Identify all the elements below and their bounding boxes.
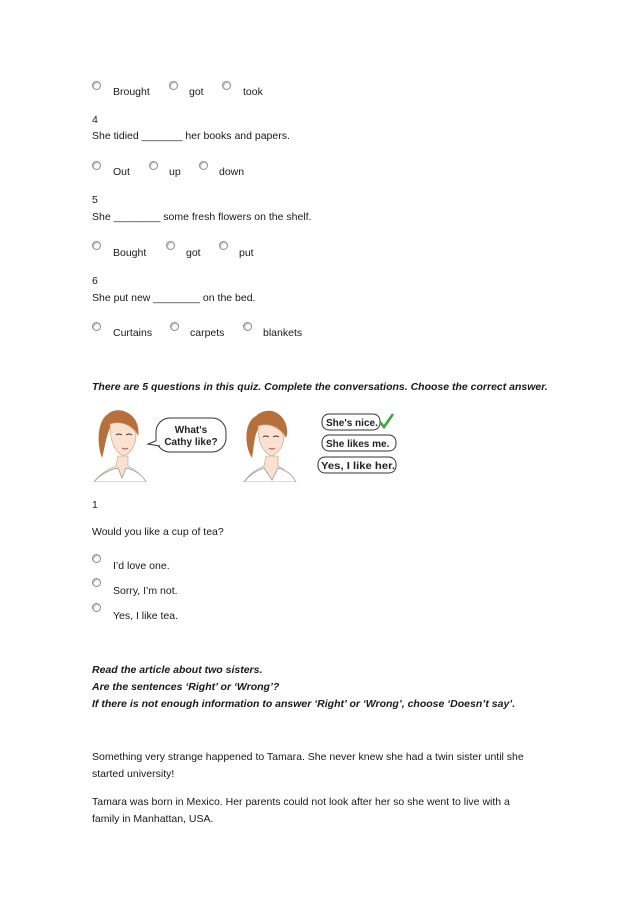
q6-option-3: blankets — [263, 327, 303, 339]
article-paragraph-2-line-1: Tamara was born in Mexico. Her parents could not look after her so she went to live with a — [92, 796, 510, 808]
answer-bubble-2: She likes me. — [326, 439, 390, 450]
q4-radio-3[interactable] — [199, 161, 208, 170]
section3-instruction-3: If there is not enough information to answer ‘Right’ or ‘Wrong’, choose ‘Doesn’t say’. — [92, 698, 516, 710]
q3-radio-2[interactable] — [169, 81, 178, 90]
q4-radio-1[interactable] — [92, 161, 101, 170]
woman-left-illustration — [94, 410, 146, 482]
q5-option-1: Bought — [113, 247, 147, 259]
woman-right-illustration — [244, 411, 296, 482]
q3-option-3: took — [243, 86, 263, 98]
s2-q1-radio-2[interactable] — [92, 578, 101, 587]
q6-number: 6 — [92, 275, 98, 287]
answer-bubble-3: Yes, I like her. — [321, 461, 396, 472]
s2-q1-radio-1[interactable] — [92, 554, 101, 563]
q5-sentence: She ________ some fresh flowers on the shelf. — [92, 211, 312, 223]
q4-option-1: Out — [113, 166, 130, 178]
article-paragraph-1-line-2: started university! — [92, 768, 175, 780]
q6-radio-3[interactable] — [243, 322, 252, 331]
q5-radio-1[interactable] — [92, 241, 101, 250]
s2-q1-number: 1 — [92, 499, 98, 511]
q5-radio-3[interactable] — [219, 241, 228, 250]
q3-radio-1[interactable] — [92, 81, 101, 90]
s2-q1-radio-3[interactable] — [92, 603, 101, 612]
q4-option-3: down — [219, 166, 245, 178]
question-bubble-line-1: What's — [174, 425, 208, 436]
section3-instruction-1: Read the article about two sisters. — [92, 664, 263, 676]
s2-q1-question: Would you like a cup of tea? — [92, 526, 224, 538]
answer-bubbles — [318, 414, 396, 473]
q3-option-1: Brought — [113, 86, 150, 98]
s2-q1-option-2: Sorry, I’m not. — [113, 585, 178, 597]
q4-option-2: up — [169, 166, 181, 178]
s2-q1-option-3: Yes, I like tea. — [113, 610, 178, 622]
section3-instruction-2: Are the sentences ‘Right’ or ‘Wrong’? — [92, 681, 280, 693]
question-speech-bubble — [148, 418, 226, 452]
s2-q1-option-1: I’d love one. — [113, 560, 170, 572]
q5-option-3: put — [239, 247, 254, 259]
check-mark-icon — [380, 414, 393, 427]
q5-option-2: got — [186, 247, 201, 259]
q6-radio-1[interactable] — [92, 322, 101, 331]
q3-option-2: got — [189, 86, 204, 98]
conversation-illustration — [92, 406, 398, 482]
answer-bubble-1: She's nice. — [326, 418, 378, 429]
q5-number: 5 — [92, 194, 98, 206]
q6-sentence: She put new ________ on the bed. — [92, 292, 256, 304]
q3-radio-3[interactable] — [222, 81, 231, 90]
q4-number: 4 — [92, 114, 98, 126]
question-bubble-line-2: Cathy like? — [164, 437, 218, 448]
q6-option-2: carpets — [190, 327, 225, 339]
article-paragraph-1-line-1: Something very strange happened to Tamara. She never knew she had a twin sister until she — [92, 751, 524, 763]
article-paragraph-2-line-2: family in Manhattan, USA. — [92, 813, 214, 825]
q4-radio-2[interactable] — [149, 161, 158, 170]
q4-sentence: She tidied _______ her books and papers. — [92, 130, 290, 142]
q6-radio-2[interactable] — [170, 322, 179, 331]
section2-instruction: There are 5 questions in this quiz. Complete the conversations. Choose the correct answer. — [92, 381, 548, 393]
q6-option-1: Curtains — [113, 327, 153, 339]
q5-radio-2[interactable] — [166, 241, 175, 250]
